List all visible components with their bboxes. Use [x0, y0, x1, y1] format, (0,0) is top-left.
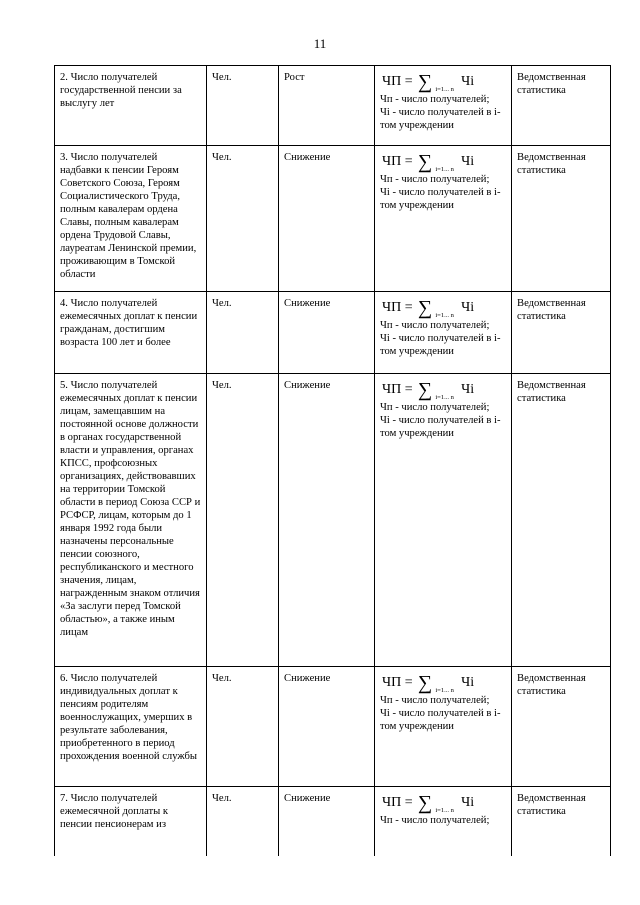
- table-row: [55, 787, 611, 857]
- source-cell: Ведомственная статистика: [512, 66, 611, 146]
- unit-cell: Чел.: [207, 146, 279, 292]
- table-row: [55, 292, 611, 374]
- definition-total: Чп - число получателей;: [380, 94, 490, 105]
- sum-range: i=1... n: [435, 687, 454, 694]
- trend-cell: Снижение: [279, 667, 375, 787]
- sum-symbol: ∑: [417, 71, 433, 93]
- definition-total: Чп - число получателей;: [380, 815, 490, 826]
- trend-cell: Снижение: [279, 374, 375, 667]
- formula-cell: [375, 146, 512, 292]
- definition-total: Чп - число получателей;: [380, 320, 490, 331]
- trend-cell: Снижение: [279, 292, 375, 374]
- formula-lhs: ЧП =: [382, 300, 413, 315]
- definition-total: Чп - число получателей;: [380, 695, 490, 706]
- page-number: 11: [313, 36, 327, 51]
- sum-symbol: ∑: [417, 379, 433, 401]
- definition-item: Чi - число получателей в i-том учреждении: [380, 708, 501, 732]
- unit-cell: Чел.: [207, 292, 279, 374]
- sum-formula: [382, 381, 506, 399]
- sum-formula: [382, 153, 506, 171]
- indicators-table: [54, 65, 611, 856]
- formula-rhs: Чi: [461, 300, 475, 315]
- table-row: [55, 667, 611, 787]
- sum-formula: [382, 794, 506, 812]
- definition-item: Чi - число получателей в i-том учреждении: [380, 107, 501, 131]
- table-row: [55, 146, 611, 292]
- indicator-name: 3. Число получателей надбавки к пенсии Героям Советского Союза, Героям Социалистического Труда, полным кавалерам ордена Славы, полным кавалерам ордена Трудовой Славы, лауреатам Ленинской премии, проживающим в Томской области: [55, 146, 207, 292]
- trend-cell: Снижение: [279, 787, 375, 857]
- formula-rhs: Чi: [461, 675, 475, 690]
- source-cell: Ведомственная статистика: [512, 374, 611, 667]
- sum-symbol: ∑: [417, 297, 433, 319]
- sum-symbol: ∑: [417, 672, 433, 694]
- unit-cell: Чел.: [207, 66, 279, 146]
- indicator-name: 4. Число получателей ежемесячных доплат к пенсии гражданам, достигшим возраста 100 лет и более: [55, 292, 207, 374]
- definition-item: Чi - число получателей в i-том учреждении: [380, 333, 501, 357]
- sum-range: i=1... n: [435, 394, 454, 401]
- formula-lhs: ЧП =: [382, 154, 413, 169]
- sum-symbol: ∑: [417, 792, 433, 814]
- formula-cell: [375, 374, 512, 667]
- sum-formula: [382, 73, 506, 91]
- formula-rhs: Чi: [461, 154, 475, 169]
- definition-item: Чi - число получателей в i-том учреждении: [380, 187, 501, 211]
- source-cell: Ведомственная статистика: [512, 146, 611, 292]
- formula-cell: [375, 66, 512, 146]
- unit-cell: Чел.: [207, 374, 279, 667]
- formula-rhs: Чi: [461, 74, 475, 89]
- formula-cell: [375, 787, 512, 857]
- sum-range: i=1... n: [435, 86, 454, 93]
- sum-range: i=1... n: [435, 312, 454, 319]
- formula-cell: [375, 292, 512, 374]
- table-row: [55, 374, 611, 667]
- indicator-name: 2. Число получателей государственной пенсии за выслугу лет: [55, 66, 207, 146]
- formula-cell: [375, 667, 512, 787]
- source-cell: Ведомственная статистика: [512, 292, 611, 374]
- formula-lhs: ЧП =: [382, 675, 413, 690]
- unit-cell: Чел.: [207, 667, 279, 787]
- formula-lhs: ЧП =: [382, 382, 413, 397]
- indicator-name: 6. Число получателей индивидуальных доплат к пенсиям родителям военнослужащих, умерших в результате заболевания, приобретенного в период прохождения военной службы: [55, 667, 207, 787]
- indicator-name: 7. Число получателей ежемесячной доплаты к пенсии пенсионерам из: [55, 787, 207, 857]
- definition-total: Чп - число получателей;: [380, 402, 490, 413]
- trend-cell: Рост: [279, 66, 375, 146]
- formula-rhs: Чi: [461, 795, 475, 810]
- sum-range: i=1... n: [435, 166, 454, 173]
- sum-formula: [382, 674, 506, 692]
- sum-symbol: ∑: [417, 151, 433, 173]
- unit-cell: Чел.: [207, 787, 279, 857]
- definition-item: Чi - число получателей в i-том учреждении: [380, 415, 501, 439]
- source-cell: Ведомственная статистика: [512, 667, 611, 787]
- source-cell: Ведомственная статистика: [512, 787, 611, 857]
- indicator-name: 5. Число получателей ежемесячных доплат к пенсии лицам, замещавшим на постоянной основе должности в органах государственной власти и управления, органах КПСС, профсоюзных организациях, действовавших на территории Томской области в период Союза ССР и РСФСР, лицам, которым до 1 января 1992 года были назначены персональные пенсии союзного, республиканского и местного значения, лицам, награжденным знаком отличия «За заслуги перед Томской областью», а также иным лицам: [55, 374, 207, 667]
- formula-lhs: ЧП =: [382, 74, 413, 89]
- table-row: [55, 66, 611, 146]
- definition-total: Чп - число получателей;: [380, 174, 490, 185]
- sum-range: i=1... n: [435, 807, 454, 814]
- formula-rhs: Чi: [461, 382, 475, 397]
- sum-formula: [382, 299, 506, 317]
- formula-lhs: ЧП =: [382, 795, 413, 810]
- trend-cell: Снижение: [279, 146, 375, 292]
